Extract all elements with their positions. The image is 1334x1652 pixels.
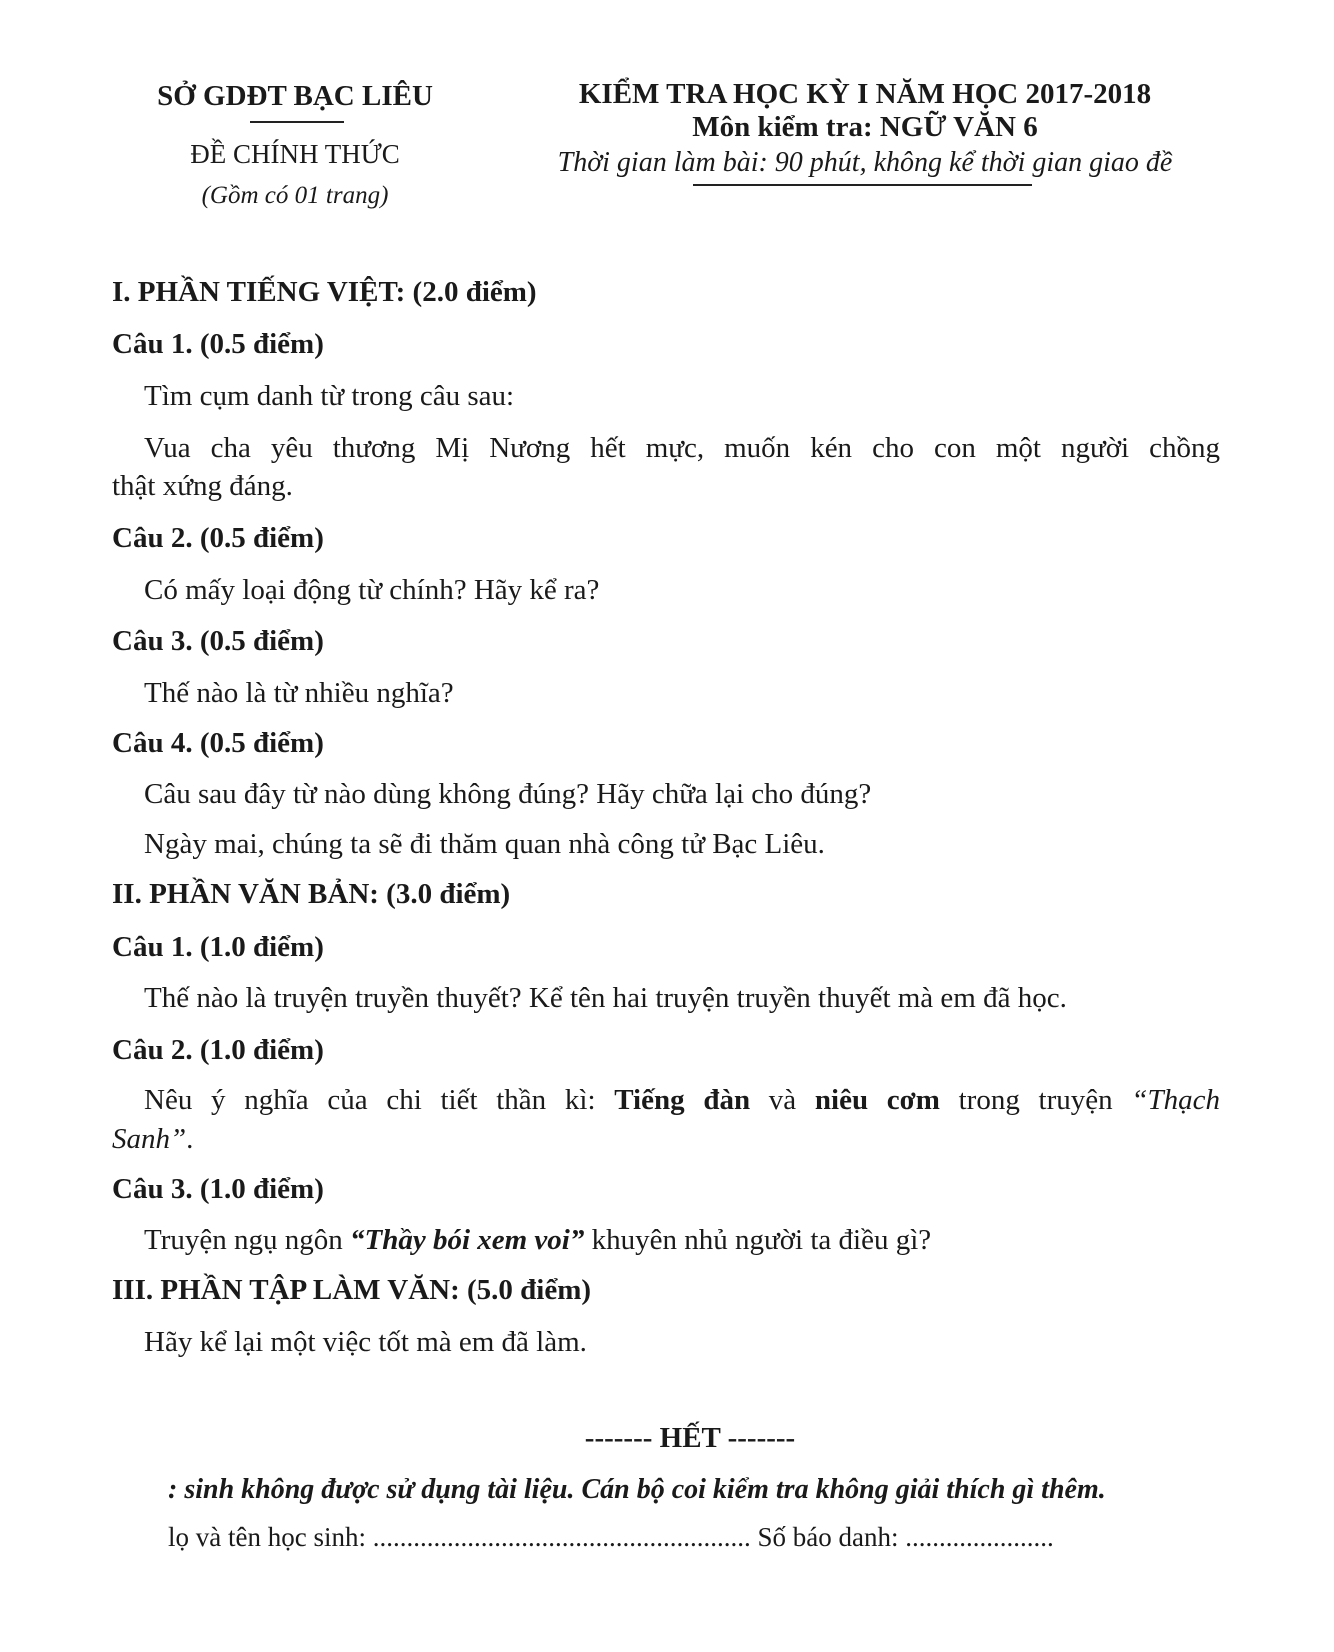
section-heading: II. PHẦN VĂN BẢN: (3.0 điểm) (112, 878, 511, 910)
question-text-cont (112, 1122, 193, 1156)
question-heading: Câu 2. (0.5 điểm) (112, 522, 324, 554)
question-text: Tìm cụm danh từ trong câu sau: (144, 380, 515, 412)
text: Truyện ngụ ngôn (144, 1224, 350, 1256)
question-text (144, 1223, 931, 1257)
question-text: Thế nào là từ nhiều nghĩa? (144, 677, 454, 709)
question-text: Câu sau đây từ nào dùng không đúng? Hãy chữa lại cho đúng? (144, 778, 872, 810)
title-underline (693, 184, 1032, 186)
emphasis: Tiếng đàn (614, 1084, 751, 1116)
question-text: Hãy kể lại một việc tốt mà em đã làm. (144, 1326, 587, 1358)
text: và (750, 1084, 815, 1116)
question-sentence: Vua cha yêu thương Mị Nương hết mực, muốn kén cho con một người chồng (144, 432, 1220, 464)
question-text (144, 1083, 1220, 1117)
official-label: ĐỀ CHÍNH THỨC (190, 139, 400, 169)
story-title: Sanh” (112, 1123, 187, 1155)
story-title: “Thạch (1131, 1084, 1220, 1116)
text: khuyên nhủ người ta điều gì? (584, 1224, 932, 1256)
section-heading: I. PHẦN TIẾNG VIỆT: (2.0 điểm) (112, 276, 537, 308)
question-heading: Câu 3. (0.5 điểm) (112, 625, 324, 657)
exam-time: Thời gian làm bài: 90 phút, không kể thời gian giao đề (557, 147, 1173, 178)
exam-subject: Môn kiểm tra: NGỮ VĂN 6 (692, 111, 1038, 143)
student-info-line: lọ và tên học sinh: ........................................................ Số báo danh: ...................... (168, 1522, 1054, 1552)
question-heading: Câu 1. (1.0 điểm) (112, 931, 324, 963)
section-heading: III. PHẦN TẬP LÀM VĂN: (5.0 điểm) (112, 1274, 592, 1306)
exam-title: KIỂM TRA HỌC KỲ I NĂM HỌC 2017-2018 (578, 78, 1152, 110)
question-heading: Câu 1. (0.5 điểm) (112, 328, 324, 360)
agency-name: SỞ GDĐT BẠC LIÊU (157, 80, 433, 112)
question-text: Có mấy loại động từ chính? Hãy kể ra? (144, 574, 600, 606)
page-count: (Gồm có 01 trang) (201, 182, 389, 209)
text: . (186, 1123, 194, 1155)
question-sentence: Ngày mai, chúng ta sẽ đi thăm quan nhà công tử Bạc Liêu. (144, 828, 825, 860)
question-heading: Câu 3. (1.0 điểm) (112, 1173, 324, 1205)
exam-note: : sinh không được sử dụng tài liệu. Cán bộ coi kiểm tra không giải thích gì thêm. (168, 1474, 1106, 1505)
text: Nêu ý nghĩa của chi tiết thần kì: (144, 1084, 615, 1116)
agency-underline (250, 121, 344, 123)
emphasis: niêu cơm (814, 1084, 940, 1116)
story-title: “Thầy bói xem voi” (349, 1224, 585, 1256)
text: trong truyện (939, 1084, 1132, 1116)
question-text: Thế nào là truyện truyền thuyết? Kể tên hai truyện truyền thuyết mà em đã học. (144, 982, 1067, 1014)
end-marker: ------- HẾT ------- (584, 1422, 796, 1454)
question-heading: Câu 2. (1.0 điểm) (112, 1034, 324, 1066)
question-sentence-cont: thật xứng đáng. (112, 470, 293, 502)
question-heading: Câu 4. (0.5 điểm) (112, 727, 324, 759)
